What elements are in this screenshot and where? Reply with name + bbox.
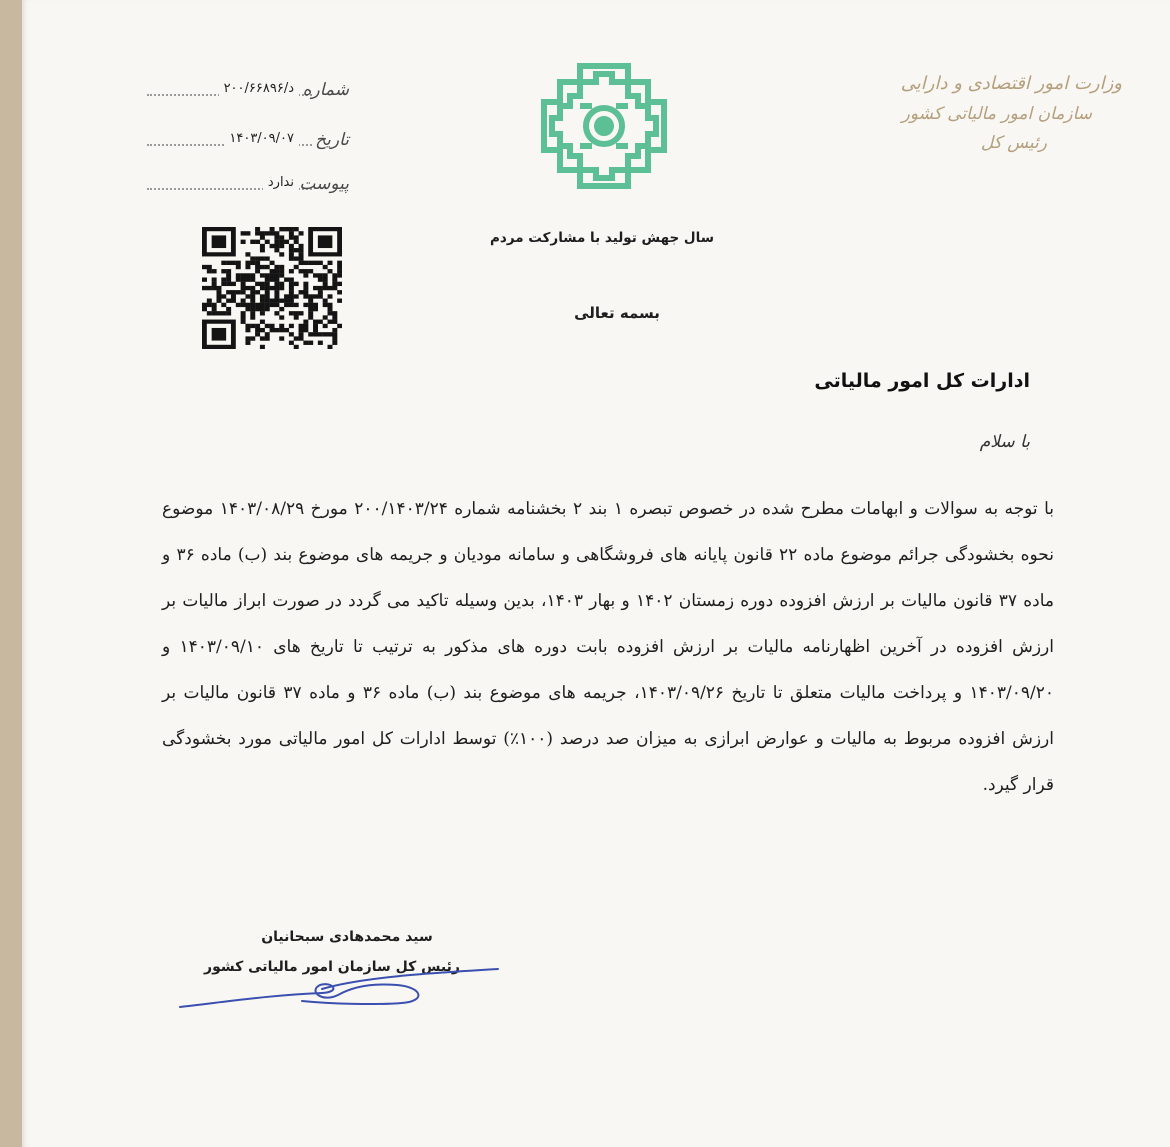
attachment-value: ندارد [263, 175, 299, 190]
signer-title: رئیس کل سازمان امور مالیاتی کشور [204, 959, 460, 975]
tax-organization-emblem-icon [540, 62, 668, 190]
letter-page [22, 0, 1170, 1147]
qr-code-icon [202, 227, 342, 349]
year-slogan: سال جهش تولید با مشارکت مردم [490, 230, 714, 246]
date-value: ۱۴۰۳/۰۹/۰۷ [224, 131, 299, 146]
letter-attachment-row [142, 174, 357, 198]
attachment-label: پیوست [299, 174, 349, 194]
ministry-name: وزارت امور اقتصادی و دارایی [900, 73, 1122, 94]
letter-body: با توجه به سوالات و ابهامات مطرح شده در خصوص تبصره ۱ بند ۲ بخشنامه شماره ۲۰۰/۱۴۰۳/۲۴ مورخ ۱۴۰۳/۰۸/۲۹ موضوع نحوه بخشودگی جرائم موضوع ماده ۲۲ قانون پایانه های فروشگاهی و سامانه مودیان و جریمه های موضوع بند (ب) ماده ۳۶ و ماده ۳۷ قانون مالیات بر ارزش افزوده دوره زمستان ۱۴۰۲ و بهار ۱۴۰۳، بدین وسیله تاکید می گردد در صورت ابراز مالیات بر ارزش افزوده در آخرین اظهارنامه مالیات بر ارزش افزوده بابت دوره های مذکور به ترتیب تا تاریخ های ۱۴۰۳/۰۹/۱۰ و ۱۴۰۳/۰۹/۲۰ و پرداخت مالیات متعلق تا تاریخ ۱۴۰۳/۰۹/۲۶، جریمه های موضوع بند (ب) ماده ۳۶ و ماده ۳۷ قانون مالیات بر ارزش افزوده مربوط به مالیات و عوارض ابرازی به میزان صد درصد (۱۰۰٪) توسط ادارات کل امور مالیاتی مورد بخشودگی قرار گیرد. [162, 499, 1055, 795]
bismillah: بسمه تعالی [574, 304, 660, 322]
number-value: د/۲۰۰/۶۶۸۹۶ [219, 81, 299, 96]
greeting: با سلام [979, 432, 1030, 452]
number-label: شماره [302, 80, 349, 100]
recipient: ادارات کل امور مالیاتی [814, 370, 1030, 392]
handwritten-signature [172, 955, 512, 1025]
letter-date-row [142, 130, 357, 154]
organization-name: سازمان امور مالیاتی کشور [901, 103, 1092, 124]
letterhead-ministry [872, 68, 1122, 159]
letter-number-row [142, 80, 357, 104]
signer-name: سید محمدهادی سبحانیان [261, 929, 433, 945]
date-label: تاریخ [315, 130, 349, 150]
head-title: رئیس کل [980, 133, 1047, 154]
